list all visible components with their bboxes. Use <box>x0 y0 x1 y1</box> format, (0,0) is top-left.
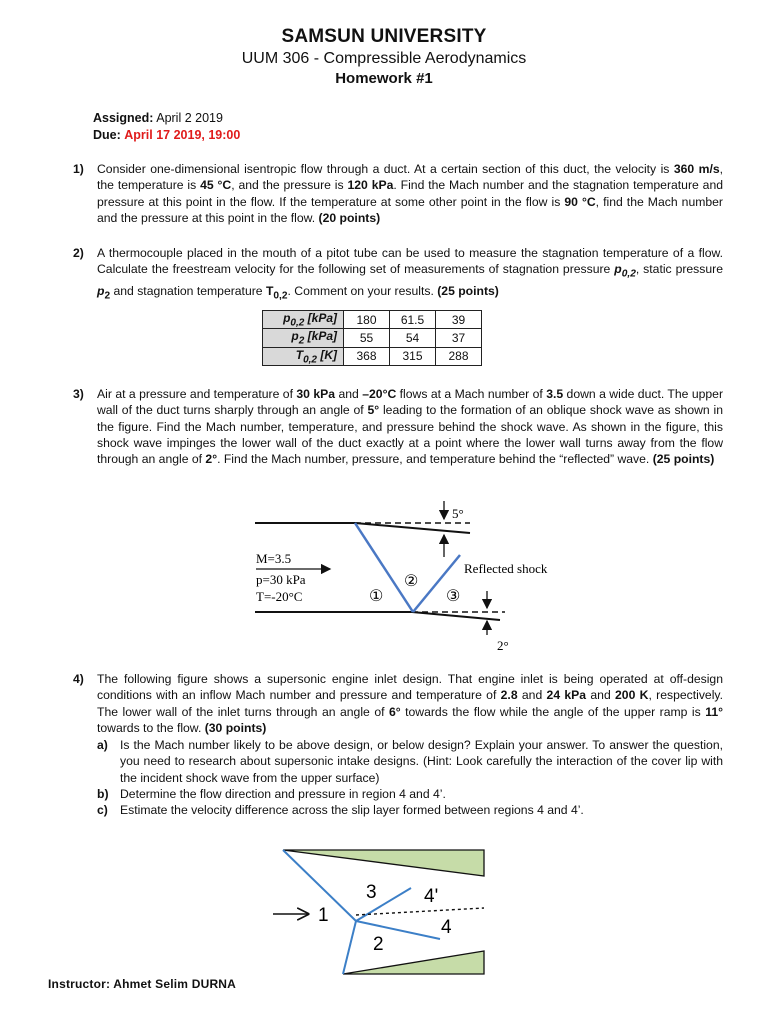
question-text: Air at a pressure and temperature of 30 kPa and –20°C flows at a Mach number of 3.5 down a wide duct. The upper wall of the duct turns sharply through an angle of 5° leading to the formation of an oblique shock wave as shown in the figure. Find the Mach number, temperature, and pressure behind the shock wave. As shown in the figure, this shock wave impinges the lower wall of the duct exactly at a point where the lower wall turns away from the flow through an angle of 2°. Find the Mach number, pressure, and temperature behind the “reflected” wave. (25 points) <box>97 387 724 467</box>
dates-block <box>93 110 240 144</box>
assigned-date: April 2 2019 <box>156 111 223 125</box>
engine-inlet-figure <box>0 838 768 978</box>
question-3 <box>73 386 723 467</box>
temperature-label: T=-20°C <box>256 589 303 604</box>
pressure-label: p=30 kPa <box>256 572 306 587</box>
instructor-footer: Instructor: Ahmet Selim DURNA <box>48 977 237 991</box>
table-cell: 288 <box>436 347 482 365</box>
question-points: (25 points) <box>652 452 715 467</box>
due-date: April 17 2019, 19:00 <box>124 128 241 142</box>
row-header: $T_{0,2}$ [K] <box>263 347 344 365</box>
row-header: $p_{0,2}$ [kPa] <box>263 311 344 329</box>
region-3-label: 3 <box>366 882 377 903</box>
assigned-label: Assigned: <box>93 111 154 125</box>
table-cell: 37 <box>436 329 482 347</box>
table-row <box>263 311 482 329</box>
question-number: 1) <box>73 162 84 176</box>
shock-reflection-figure <box>0 495 768 655</box>
incident-shock <box>355 523 413 612</box>
question-text: The following figure shows a supersonic engine inlet design. That engine inlet is being operated at off-design conditions with an inflow Mach number and pressure and temperature of 2.8 and 24 kPa and 200 K, respectively. The lower wall of the inlet turns through an angle of 6° towards the flow while the angle of the upper ramp is 11° towards to the flow. (30 points) <box>97 672 723 735</box>
row-header: $p_2$ [kPa] <box>263 329 344 347</box>
document-header <box>0 26 768 87</box>
sub-question-b: b) Determine the flow direction and pressure in region 4 and 4’. <box>97 787 446 802</box>
lower-ramp <box>343 951 484 974</box>
mach-label: M=3.5 <box>256 551 292 566</box>
question-points: (20 points) <box>318 210 381 225</box>
course-title: UUM 306 - Compressible Aerodynamics <box>241 50 527 67</box>
upper-angle-label: 5° <box>452 506 464 521</box>
question-1 <box>73 161 723 226</box>
question-text: A thermocouple placed in the mouth of a pitot tube can be used to measure the stagnation temperature of a flow. Calculate the freestream velocity for the following set of measurements of stagnation pressure $p_{0,2}$, static pressure $p_2$ and stagnation temperature $T_{0,2}$. Comment on your results. (25 points) <box>97 246 723 302</box>
table-cell: 368 <box>344 347 390 365</box>
question-points: (30 points) <box>204 720 267 735</box>
question-4 <box>73 671 723 819</box>
table-row <box>263 329 482 347</box>
due-label: Due: <box>93 128 121 142</box>
reflected-shock <box>356 921 440 939</box>
measurement-table <box>262 310 482 366</box>
university-title: SAMSUN UNIVERSITY <box>281 26 487 47</box>
sub-question-a: a) Is the Mach number likely to be above design, or below design? Explain your answer. To answer the question, you need to research about supersonic intake designs. (Hint: Look carefully the interaction of the cover lip with the incident shock wave from the upper surface) <box>97 738 723 785</box>
lower-shock <box>343 921 356 974</box>
table-cell: 55 <box>344 329 390 347</box>
question-number: 3) <box>73 387 84 401</box>
question-number: 2) <box>73 246 84 260</box>
table-cell: 315 <box>390 347 436 365</box>
sub-question-c: c) Estimate the velocity difference across the slip layer formed between regions 4 and 4’. <box>97 803 584 818</box>
question-text: Consider one-dimensional isentropic flow through a duct. At a certain section of this duct, the velocity is 360 m/s, the temperature is 45 °C, and the pressure is 120 kPa. Find the Mach number and the stagnation temperature and pressure at this point in the flow. If the temperature at some other point in the flow is 90 °C, find the Mach number and the pressure at this point in the flow. (20 points) <box>97 162 724 225</box>
question-2 <box>73 245 723 305</box>
question-points: (25 points) <box>437 284 499 299</box>
lower-wall-turned <box>412 612 500 620</box>
table-row <box>263 347 482 365</box>
table-cell: 180 <box>344 311 390 329</box>
region-3-label: ③ <box>446 588 461 605</box>
region-4-label: 4 <box>441 917 452 938</box>
table-cell: 54 <box>390 329 436 347</box>
homework-title: Homework #1 <box>335 70 433 87</box>
region-1-label: ① <box>369 588 384 605</box>
question-number: 4) <box>73 672 84 686</box>
table-cell: 61.5 <box>390 311 436 329</box>
region-1-label: 1 <box>318 905 329 926</box>
reflected-shock-label: Reflected shock <box>464 561 548 576</box>
sub-question-list <box>97 737 723 818</box>
region-4-prime-label: 4' <box>424 886 439 907</box>
region-2-label: 2 <box>373 934 384 955</box>
region-2-label: ② <box>404 573 419 590</box>
lower-angle-label: 2° <box>497 638 509 653</box>
table-cell: 39 <box>436 311 482 329</box>
upper-ramp <box>283 850 484 876</box>
cowl-shock <box>356 888 411 921</box>
upper-wall-turned <box>355 523 470 533</box>
